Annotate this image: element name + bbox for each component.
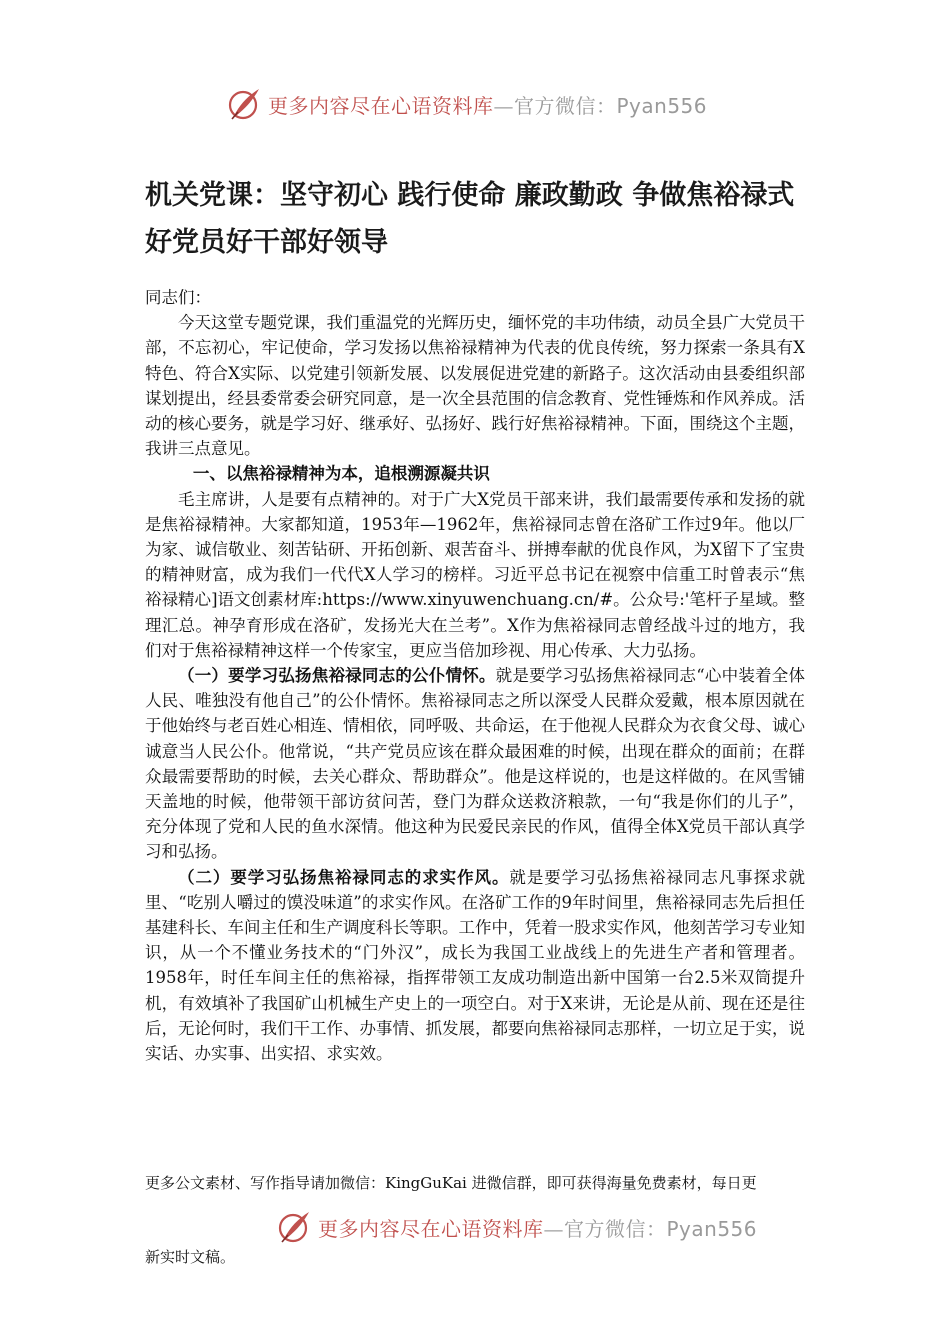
footer-note-continued: 新实时文稿。: [145, 1248, 236, 1266]
subsection-1: [145, 663, 805, 865]
subsection-1-text: 就是要学习弘扬焦裕禄同志“心中装着全体人民、唯独没有他自己”的公仆情怀。焦裕禄同志之所以深受人民群众爱戴，根本原因就在于他始终与老百姓心相连、情相依，同呼吸、共命运，在于他视人民群众为衣食父母、诚心诚意当人民公仆。他常说，“共产党员应该在群众最困难的时候，出现在群众的面前；在群众最需要帮助的时候，去关心群众、帮助群众”。他是这样说的，也是这样做的。在风雪铺天盖地的时候，他带领干部访贫问苦，登门为群众送救济粮款，一句“我是你们的儿子”，充分体现了党和人民的鱼水深情。他这种为民爱民亲民的作风，值得全体X党员干部认真学习和弘扬。: [145, 666, 805, 862]
banner-id: Pyan556: [616, 94, 708, 118]
section-heading-1: 一、以焦裕禄精神为本，追根溯源凝共识: [192, 464, 490, 484]
document-body: [145, 285, 805, 1066]
greeting: 同志们：: [145, 288, 211, 307]
banner-main: 更多内容尽在心语资料库: [268, 94, 494, 118]
banner-id: Pyan556: [666, 1217, 758, 1241]
subsection-2-heading: （二）要学习弘扬焦裕禄同志的求实作风。: [178, 867, 510, 887]
top-banner: [0, 84, 950, 124]
subsection-1-heading: （一）要学习弘扬焦裕禄同志的公仆情怀。: [178, 666, 496, 686]
banner-text: [268, 90, 707, 119]
paragraph-section1: 毛主席讲，人是要有点精神的。对于广大X党员干部来讲，我们最需要传承和发扬的就是焦裕禄精神。大家都知道，1953年—1962年，焦裕禄同志曾在洛矿工作过9年。他以厂为家、诚信敬业、刻苦钻研、开拓创新、艰苦奋斗、拼搏奉献的优良作风，为X留下了宝贵的精神财富，成为我们一代代X人学习的榜样。习近平总书记在视察中信重工时曾表示“焦裕禄精心]语文创素材库:https://www.xinyuwenchuang.cn/#。公众号:'笔杆子星域。整理汇总。神孕育形成在洛矿，发扬光大在兰考”。X作为焦裕禄同志曾经战斗过的地方，我们对于焦裕禄精神这样一个传家宝，更应当倍加珍视、用心传承、大力弘扬。: [145, 489, 805, 660]
banner-sep: —: [493, 94, 514, 118]
bottom-banner: [0, 1207, 950, 1247]
quill-logo-icon: [226, 86, 262, 122]
banner-text: [318, 1213, 757, 1242]
banner-wechat: 官方微信：: [514, 94, 617, 118]
banner-sep: —: [543, 1217, 564, 1241]
paragraph-intro: 今天这堂专题党课，我们重温党的光辉历史，缅怀党的丰功伟绩，动员全县广大党员干部，不忘初心，牢记使命，学习发扬以焦裕禄精神为代表的优良传统，努力探索一条具有X特色、符合X实际、以党建引领新发展、以发展促进党建的新路子。这次活动由县委组织部谋划提出，经县委常委会研究同意，是一次全县范围的信念教育、党性锤炼和作风养成。活动的核心要务，就是学习好、继承好、弘扬好、践行好焦裕禄精神。下面，围绕这个主题，我讲三点意见。: [145, 313, 805, 459]
banner-main: 更多内容尽在心语资料库: [318, 1217, 544, 1241]
document-title: 机关党课：坚守初心 践行使命 廉政勤政 争做焦裕禄式好党员好干部好领导: [145, 180, 795, 258]
banner-wechat: 官方微信：: [564, 1217, 667, 1241]
footer-note: 更多公文素材、写作指导请加微信：KingGuKai 进微信群，即可获得海量免费素材，每日更: [145, 1174, 757, 1192]
subsection-2: [145, 865, 805, 1067]
quill-logo-icon: [276, 1209, 312, 1245]
subsection-2-text: 就是要学习弘扬焦裕禄同志凡事探求就里、“吃别人嚼过的馍没味道”的求实作风。在洛矿工作的9年时间里，焦裕禄同志先后担任基建科长、车间主任和生产调度科长等职。工作中，凭着一股求实作风，他刻苦学习专业知识，从一个不懂业务技术的“门外汉”，成长为我国工业战线上的先进生产者和管理者。1958年，时任车间主任的焦裕禄，指挥带领工友成功制造出新中国第一台2.5米双筒提升机，有效填补了我国矿山机械生产史上的一项空白。对于X来讲，无论是从前、现在还是往后，无论何时，我们干工作、办事情、抓发展，都要向焦裕禄同志那样，一切立足于实，说实话、办实事、出实招、求实效。: [145, 867, 806, 1064]
